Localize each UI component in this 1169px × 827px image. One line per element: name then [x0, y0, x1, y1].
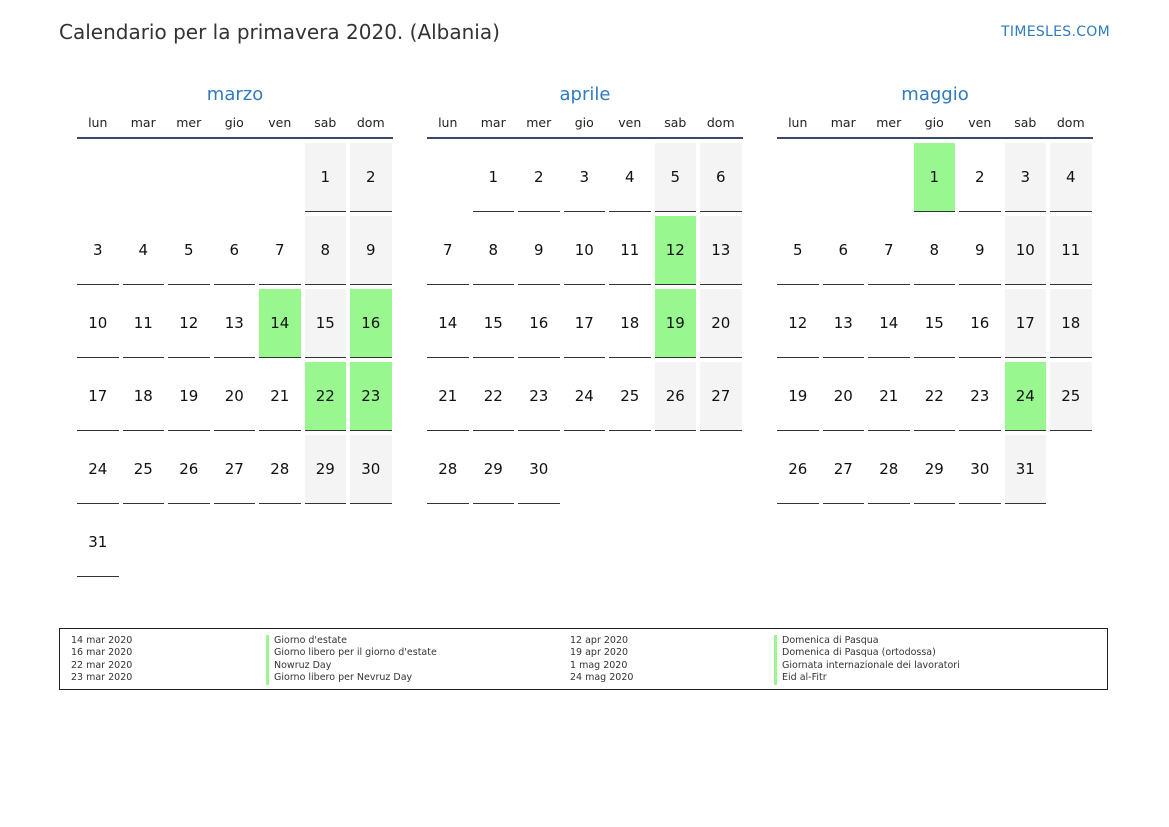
day-cell: 6 — [700, 143, 742, 212]
day-cell: 18 — [1050, 289, 1092, 358]
day-cell: 28 — [868, 435, 910, 504]
day-cell: 11 — [609, 216, 651, 285]
day-cell: 2 — [959, 143, 1001, 212]
weekday-label: lun — [788, 115, 808, 130]
day-cell: 2 — [350, 143, 392, 212]
weekday-header — [427, 115, 743, 137]
day-cell: 23 — [959, 362, 1001, 431]
day-grid — [427, 143, 743, 508]
day-cell: 28 — [427, 435, 469, 504]
empty-cell — [868, 143, 910, 216]
weekday-label: gio — [574, 115, 594, 130]
day-cell: 10 — [564, 216, 606, 285]
day-cell: 18 — [123, 362, 165, 431]
day-cell: 22 — [473, 362, 515, 431]
empty-cell — [259, 143, 301, 216]
day-cell: 26 — [168, 435, 210, 504]
day-cell: 11 — [1050, 216, 1092, 285]
day-cell: 4 — [123, 216, 165, 285]
day-cell: 9 — [518, 216, 560, 285]
day-cell: 21 — [868, 362, 910, 431]
day-cell: 4 — [1050, 143, 1092, 212]
day-cell: 20 — [214, 362, 256, 431]
weekday-label: mar — [480, 115, 506, 130]
day-cell: 25 — [123, 435, 165, 504]
day-cell: 10 — [77, 289, 119, 358]
day-cell: 17 — [77, 362, 119, 431]
day-cell: 26 — [655, 362, 697, 431]
day-cell: 5 — [777, 216, 819, 285]
day-cell: 27 — [823, 435, 865, 504]
day-cell: 25 — [609, 362, 651, 431]
day-cell: 16 — [518, 289, 560, 358]
month-calendar-marzo — [77, 84, 393, 581]
weekday-label: sab — [664, 115, 687, 130]
day-cell: 22 — [305, 362, 347, 431]
month-calendar-maggio — [777, 84, 1093, 508]
day-cell: 24 — [77, 435, 119, 504]
day-cell: 30 — [518, 435, 560, 504]
day-cell: 17 — [1005, 289, 1047, 358]
day-cell: 18 — [609, 289, 651, 358]
weekday-label: dom — [356, 115, 385, 130]
day-cell: 2 — [518, 143, 560, 212]
day-cell: 12 — [777, 289, 819, 358]
day-cell: 1 — [473, 143, 515, 212]
day-cell: 8 — [914, 216, 956, 285]
day-cell: 9 — [959, 216, 1001, 285]
legend-holiday-name: Giorno libero per il giorno d'estate — [266, 647, 437, 659]
day-cell: 16 — [350, 289, 392, 358]
weekday-label: sab — [1014, 115, 1037, 130]
weekday-label: mar — [130, 115, 156, 130]
day-cell: 5 — [168, 216, 210, 285]
day-cell: 6 — [214, 216, 256, 285]
legend-holiday-name: Eid al-Fitr — [774, 672, 960, 684]
day-cell: 10 — [1005, 216, 1047, 285]
day-cell: 13 — [823, 289, 865, 358]
legend-date: 24 mag 2020 — [570, 672, 634, 684]
header-divider — [777, 137, 1093, 139]
weekday-label: mar — [830, 115, 856, 130]
month-calendar-aprile — [427, 84, 743, 508]
legend-dates-col-2 — [570, 635, 633, 685]
day-cell: 27 — [700, 362, 742, 431]
weekday-label: ven — [618, 115, 642, 130]
day-cell: 3 — [77, 216, 119, 285]
day-cell: 7 — [259, 216, 301, 285]
legend-date: 16 mar 2020 — [71, 647, 133, 659]
day-cell: 5 — [655, 143, 697, 212]
legend-names-col-2 — [774, 635, 960, 685]
day-cell: 30 — [350, 435, 392, 504]
day-cell: 3 — [1005, 143, 1047, 212]
weekday-label: gio — [924, 115, 944, 130]
day-cell: 21 — [427, 362, 469, 431]
weekday-label: ven — [268, 115, 292, 130]
day-cell: 27 — [214, 435, 256, 504]
empty-cell — [214, 143, 256, 216]
weekday-label: dom — [1056, 115, 1085, 130]
day-cell: 13 — [214, 289, 256, 358]
day-cell: 17 — [564, 289, 606, 358]
day-cell: 31 — [77, 508, 119, 577]
legend-holiday-name: Giorno d'estate — [266, 635, 437, 647]
day-cell: 15 — [914, 289, 956, 358]
day-cell: 29 — [914, 435, 956, 504]
day-cell: 11 — [123, 289, 165, 358]
brand-link[interactable]: TIMESLES.COM — [1001, 24, 1110, 40]
day-cell: 19 — [168, 362, 210, 431]
weekday-header — [777, 115, 1093, 137]
day-cell: 14 — [868, 289, 910, 358]
day-cell: 21 — [259, 362, 301, 431]
day-cell: 9 — [350, 216, 392, 285]
day-cell: 24 — [1005, 362, 1047, 431]
legend-dates-col-1 — [71, 635, 132, 685]
day-cell: 19 — [655, 289, 697, 358]
legend-date: 22 mar 2020 — [71, 659, 133, 671]
page-title: Calendario per la primavera 2020. (Albania) — [59, 20, 500, 44]
legend-date: 1 mag 2020 — [570, 659, 628, 671]
weekday-label: ven — [968, 115, 992, 130]
legend-holiday-name: Giornata internazionale dei lavoratori — [774, 660, 960, 672]
weekday-label: dom — [706, 115, 735, 130]
day-cell: 15 — [473, 289, 515, 358]
empty-cell — [823, 143, 865, 216]
month-name: marzo — [206, 84, 264, 105]
day-cell: 26 — [777, 435, 819, 504]
day-cell: 3 — [564, 143, 606, 212]
legend-date: 19 apr 2020 — [570, 647, 629, 659]
day-cell: 7 — [427, 216, 469, 285]
empty-cell — [77, 143, 119, 216]
weekday-label: lun — [438, 115, 458, 130]
day-cell: 25 — [1050, 362, 1092, 431]
day-cell: 30 — [959, 435, 1001, 504]
legend-holiday-name: Nowruz Day — [266, 660, 437, 672]
day-cell: 19 — [777, 362, 819, 431]
legend-holiday-name: Domenica di Pasqua — [774, 635, 960, 647]
day-cell: 13 — [700, 216, 742, 285]
day-cell: 16 — [959, 289, 1001, 358]
day-cell: 1 — [305, 143, 347, 212]
day-cell: 15 — [305, 289, 347, 358]
header-divider — [77, 137, 393, 139]
empty-cell — [777, 143, 819, 216]
legend-names-col-1 — [266, 635, 437, 685]
day-cell: 31 — [1005, 435, 1047, 504]
weekday-label: mer — [526, 115, 552, 130]
weekday-header — [77, 115, 393, 137]
day-cell: 1 — [914, 143, 956, 212]
day-cell: 20 — [823, 362, 865, 431]
day-cell: 6 — [823, 216, 865, 285]
day-grid — [777, 143, 1093, 508]
legend-holiday-name: Domenica di Pasqua (ortodossa) — [774, 647, 960, 659]
header-divider — [427, 137, 743, 139]
weekday-label: mer — [876, 115, 902, 130]
day-cell: 14 — [259, 289, 301, 358]
month-name: maggio — [901, 84, 969, 105]
day-cell: 12 — [168, 289, 210, 358]
weekday-label: lun — [88, 115, 108, 130]
empty-cell — [168, 143, 210, 216]
day-cell: 14 — [427, 289, 469, 358]
legend-date: 23 mar 2020 — [71, 672, 133, 684]
day-cell: 4 — [609, 143, 651, 212]
day-cell: 28 — [259, 435, 301, 504]
day-cell: 24 — [564, 362, 606, 431]
holiday-legend — [59, 628, 1108, 690]
legend-date: 14 mar 2020 — [71, 635, 133, 646]
day-cell: 22 — [914, 362, 956, 431]
weekday-label: sab — [314, 115, 337, 130]
weekday-label: mer — [176, 115, 202, 130]
weekday-label: gio — [224, 115, 244, 130]
day-cell: 8 — [473, 216, 515, 285]
empty-cell — [427, 143, 469, 216]
empty-cell — [123, 143, 165, 216]
day-cell: 12 — [655, 216, 697, 285]
day-cell: 23 — [518, 362, 560, 431]
day-cell: 23 — [350, 362, 392, 431]
day-cell: 20 — [700, 289, 742, 358]
day-grid — [77, 143, 393, 581]
legend-date: 12 apr 2020 — [570, 635, 629, 646]
day-cell: 29 — [305, 435, 347, 504]
day-cell: 7 — [868, 216, 910, 285]
month-name: aprile — [559, 84, 611, 105]
legend-holiday-name: Giorno libero per Nevruz Day — [266, 672, 437, 684]
day-cell: 8 — [305, 216, 347, 285]
day-cell: 29 — [473, 435, 515, 504]
